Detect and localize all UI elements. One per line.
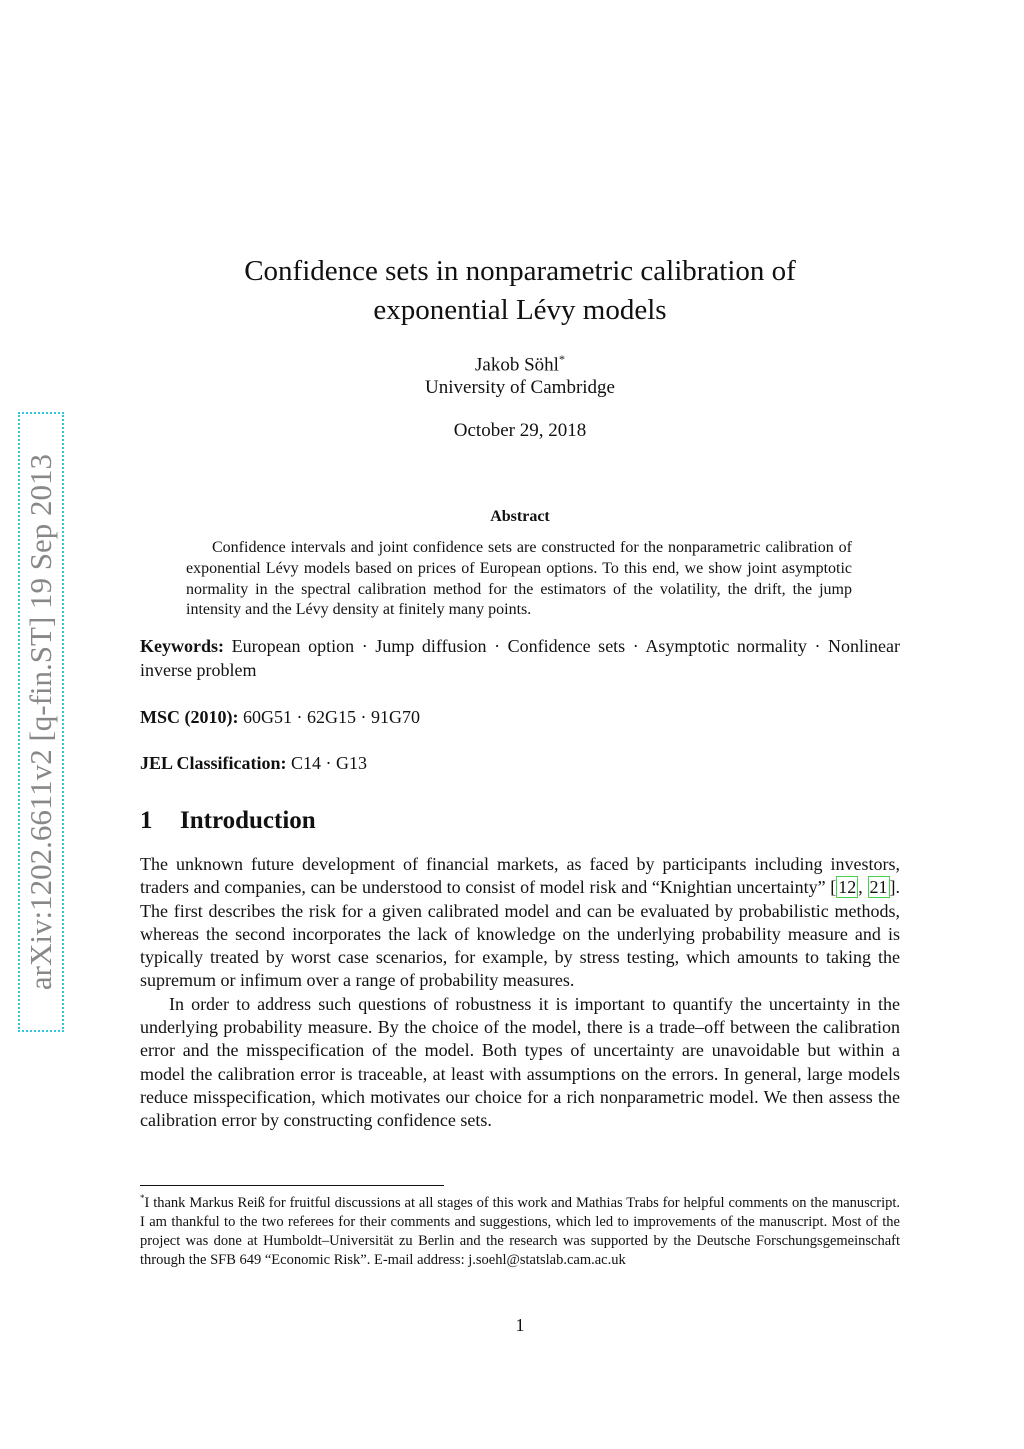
abstract-text: Confidence intervals and joint confidence sets are constructed for the nonparametric calibration of exponential Lévy models based on prices of European options. To this end, we show joint asymptotic normality in the spectral calibration method for the estimators of the volatility, the drift, the jump intensity and the Lévy density at finitely many points. bbox=[186, 539, 852, 619]
author bbox=[140, 352, 900, 376]
paragraph-1-end: ]. The first describes the risk for a given calibrated model and can be evaluated by probabilistic methods, whereas the second incorporates the lack of knowledge on the underlying probability measure and is typically treated by worst case scenarios, for example, by stress testing, which amounts to taking the supremum or infimum over a range of probability measures. bbox=[140, 877, 900, 991]
citation-link-12[interactable]: 12 bbox=[838, 877, 857, 898]
affiliation: University of Cambridge bbox=[425, 377, 615, 398]
keywords-text: European option · Jump diffusion · Confidence sets · Asymptotic normality · Nonlinear inverse problem bbox=[140, 636, 900, 680]
section-heading bbox=[140, 805, 316, 837]
msc-classification bbox=[140, 706, 900, 730]
paragraph-1 bbox=[140, 853, 900, 993]
msc-label: MSC (2010): bbox=[140, 707, 239, 727]
footnote-text: I thank Markus Reiß for fruitful discussions at all stages of this work and Mathias Trabs for helpful comments on the manuscript. I am thankful to the two referees for their comments and suggestions, which led to improvements of the manuscript. Most of the project was done at Humboldt–Universität zu Berlin and the research was supported by the Deutsche Forschungsgemeinschaft through the SFB 649 “Economic Risk”. E-mail address: j.soehl@statslab.cam.ac.uk bbox=[140, 1194, 900, 1268]
author-name: Jakob Söhl bbox=[475, 354, 559, 376]
page-number: 1 bbox=[515, 1315, 525, 1335]
section-number: 1 bbox=[140, 807, 153, 834]
msc-text: 60G51 · 62G15 · 91G70 bbox=[242, 707, 420, 727]
keywords-label: Keywords: bbox=[140, 636, 224, 656]
author-footnote-mark[interactable]: * bbox=[558, 352, 565, 366]
arxiv-stamp: arXiv:1202.6611v2 [q-fin.ST] 19 Sep 2013 bbox=[23, 453, 58, 991]
title-line-2: exponential Lévy models bbox=[373, 294, 667, 326]
date: October 29, 2018 bbox=[453, 420, 587, 441]
jel-text: C14 · G13 bbox=[291, 753, 368, 773]
paragraph-2: In order to address such questions of robustness it is important to quantify the uncertainty in the underlying probability measure. By the choice of the model, there is a trade–off between the calibration error and the misspecification of the model. Both types of uncertainty are unavoidable but within a model the calibration error is traceable, at least with assumptions on the errors. In general, large models reduce misspecification, which motivates our choice for a rich nonparametric model. We then assess the calibration error by constructing confidence sets. bbox=[140, 993, 900, 1131]
jel-label: JEL Classification: bbox=[140, 753, 287, 773]
paper-title bbox=[140, 252, 900, 330]
keywords bbox=[140, 635, 900, 682]
jel-classification bbox=[140, 752, 900, 776]
section-body bbox=[140, 853, 900, 1133]
paragraph-1-start: The unknown future development of financial markets, as faced by participants including investors, traders and companies, can be understood to consist of model risk and “Knightian uncertainty” [ bbox=[140, 854, 900, 898]
abstract-heading: Abstract bbox=[490, 508, 550, 525]
footnote bbox=[140, 1189, 900, 1270]
section-title: Introduction bbox=[180, 807, 316, 834]
citation-link-21[interactable]: 21 bbox=[869, 877, 888, 898]
title-line-1: Confidence sets in nonparametric calibration of bbox=[244, 255, 796, 287]
footnote-mark: * bbox=[140, 1193, 145, 1203]
citation-separator: , bbox=[858, 877, 868, 898]
footnote-divider bbox=[140, 1185, 444, 1186]
